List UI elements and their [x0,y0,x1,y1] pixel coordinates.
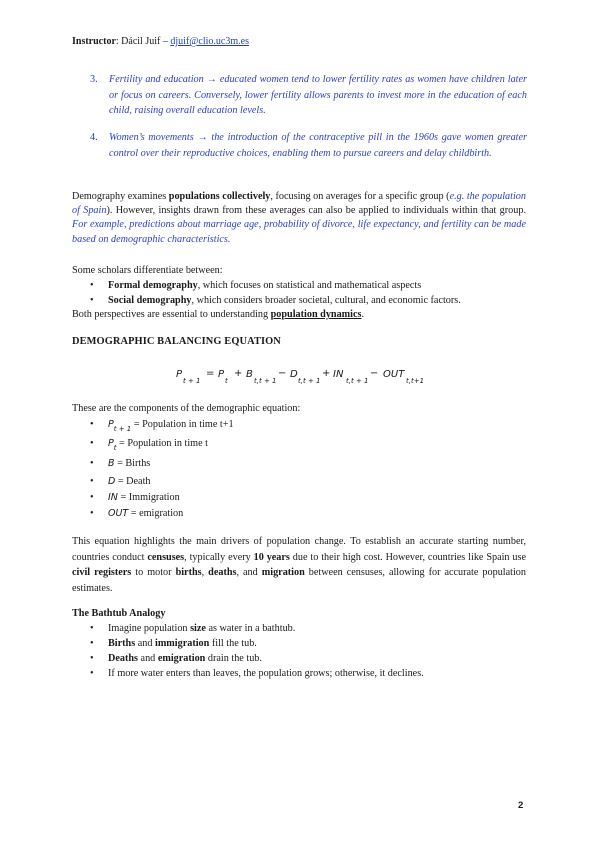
components-intro: These are the components of the demographic equation: [72,403,301,414]
population-dynamics-text: population dynamics [270,309,362,320]
drivers-paragraph: This equation highlights the main drivers of population change. To establish an accurate starting number, countries conduct censuses, typically every 10 years due to their high cost. However, countries like Spain use civil registers to motor births, deaths, and migration between censuses, allowing for accurate population estimates. [72,536,526,594]
instructor-label: Instructor [72,36,116,47]
instructor-email-link[interactable]: djuif@clio.uc3m.es [170,36,249,47]
perspectives-sentence: Both perspectives are essential to understanding population dynamics. [72,309,365,320]
demography-paragraph: Demography examines populations collectively, focusing on averages for a specific group (e.g. the population of Spain). However, insights drawn from these averages can also be applied to individuals within that group. For example, predictions about marriage age, probability of divorce, life expectancy, and fertility can be made based on demographic characteristics. [72,191,527,245]
item-text: Fertility and education → educated women tend to lower fertility rates as women have children later or focus on careers. Conversely, lower fertility allows parents to invest more in the education of each child, raising overall education levels. [109,74,527,116]
item-number: 4. [90,132,98,143]
item-number: 3. [90,74,98,85]
scholars-intro: Some scholars differentiate between: [72,265,223,276]
document-page: Instructor: Dácil Juif – djuif@clio.uc3m.es 3. Fertility and education → educated women tend to lower fertility rates as women have children later or focus on careers. Conversely, lower fertility allows parents to invest more in the education of each child, raising overall education levels. 4. Women’s movements → the introduction of the contraceptive pill in the 1960s gave women greater control over their reproductive choices, enabling them to pursue careers and delay childbirth. Demography examines populations collectively, focusing on averages for a specific group (e.g. the population of Spain). However, insights drawn from these averages can also be applied to individuals within that group. For example, predictions about marriage age, probability of divorce, life expectancy, and fertility can be made based on demographic characteristics. Some scholars differentiate between: Formal demography, which focuses on statistical and mathematical aspects Social demography, which considers broader societal, cultural, and economic factors. Both perspectives are essential to understanding population dynamics. DEMOGRAPHIC BALANCING EQUATION P t + 1 = P t + B t,t + 1 − D t,t + 1 + IN t,t + 1 − OUT t,t+1 These are the components of the demographic equation: $P_{t + 1}$ = Population in time t+1 $P_t$ = Population in time t B = Births D = Death IN = Immigration OUT = emigration This equation highlights the main drivers of population change. To establish an accurate starting number, countries conduct censuses, typically every 10 years due to their high cost. However, countries like Spain use civil registers to motor births, deaths, and migration between censuses, allowing for accurate population estimates. The Bathtub Analogy Imagine population size as water in a bathtub. Births and immigration fill the tub. Deaths and emigration drain the tub. If more water enters than leaves, the population grows; otherwise, it declines. 2 [72,36,527,811]
balancing-equation: P t + 1 = P t + B t,t + 1 − D t,t + 1 + IN t,t + 1 − OUT t,t+1 [176,368,425,385]
instructor-header [72,36,249,47]
section-heading: DEMOGRAPHIC BALANCING EQUATION [72,336,281,347]
page-number: 2 [518,800,524,811]
item-text: Women’s movements → the introduction of the contraceptive pill in the 1960s gave women greater control over their reproductive choices, enabling them to pursue careers and delay childbirth. [109,132,527,159]
bathtub-title: The Bathtub Analogy [72,608,166,619]
instructor-name: : Dácil Juif – [115,36,171,47]
